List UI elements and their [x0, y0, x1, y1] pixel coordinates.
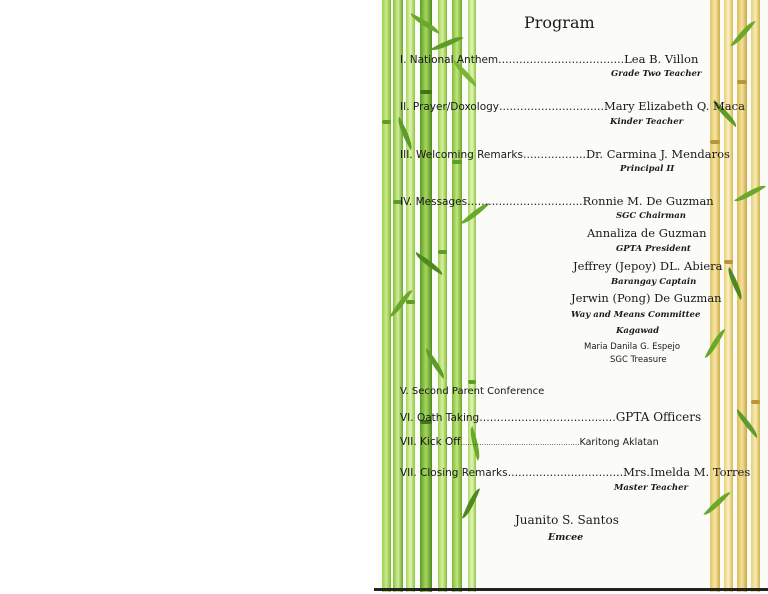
item-role: SGC Chairman	[616, 211, 686, 221]
emcee-name: Juanito S. Santos	[515, 513, 619, 527]
item-label: IV. Messages	[400, 196, 468, 208]
program-item	[400, 465, 750, 479]
item-label: VII. Closing Remarks	[400, 467, 508, 479]
item-label: II. Prayer/Doxology	[400, 101, 500, 113]
leader-dots: ……………………………	[467, 196, 583, 208]
leader-dots: ……………………………	[507, 467, 624, 479]
message-person: Jerwin (Pong) De Guzman	[571, 291, 722, 305]
emcee-role: Emcee	[548, 532, 584, 543]
item-person: Lea B. Villon	[624, 52, 699, 66]
message-role: GPTA President	[616, 244, 691, 254]
item-person: Dr. Carmina J. Mendaros	[585, 147, 730, 161]
program-content	[378, 0, 768, 592]
message-role: Way and Means Committee	[571, 310, 701, 320]
item-person: GPTA Officers	[615, 410, 702, 424]
item-label: VI. Oath Taking	[400, 412, 480, 424]
leader-dots: ………………	[522, 149, 586, 161]
program-item	[400, 194, 714, 208]
treasurer-role: SGC Treasure	[610, 355, 667, 365]
leader-dots: …………………………	[499, 101, 605, 113]
treasurer-name: Maria Danila G. Espejo	[584, 342, 681, 352]
item-person: Karitong Aklatan	[579, 437, 659, 448]
item-role: Grade Two Teacher	[611, 69, 702, 79]
message-person: Jeffrey (Jepoy) DL. Abiera	[573, 259, 723, 273]
program-item	[400, 436, 659, 448]
leader-dots: ………………………………	[498, 54, 625, 66]
item-person: Mary Elizabeth Q. Maca	[604, 99, 745, 113]
item-person: Ronnie M. De Guzman	[582, 194, 714, 208]
leader-dots: …………………………………	[479, 412, 616, 424]
program-item	[400, 52, 698, 66]
program-item	[400, 147, 730, 161]
item-label: VII. Kick Off	[400, 436, 461, 448]
leader-dots: ……………………………………………	[460, 439, 580, 447]
item-role: Master Teacher	[614, 483, 688, 493]
item-person: Mrs.Imelda M. Torres	[623, 465, 751, 479]
message-role: Barangay Captain	[611, 277, 697, 287]
program-item	[400, 99, 745, 113]
bottom-divider	[374, 588, 768, 591]
program-item: V. Second Parent Conference	[400, 386, 545, 397]
program-item	[400, 410, 701, 424]
item-label: I. National Anthem	[400, 54, 499, 66]
item-label: III. Welcoming Remarks	[400, 149, 523, 161]
program-title: Program	[524, 13, 595, 32]
message-person: Annaliza de Guzman	[587, 226, 707, 240]
kagawad-label: Kagawad	[616, 326, 660, 336]
item-role: Kinder Teacher	[610, 117, 684, 127]
item-role: Principal II	[620, 164, 675, 174]
